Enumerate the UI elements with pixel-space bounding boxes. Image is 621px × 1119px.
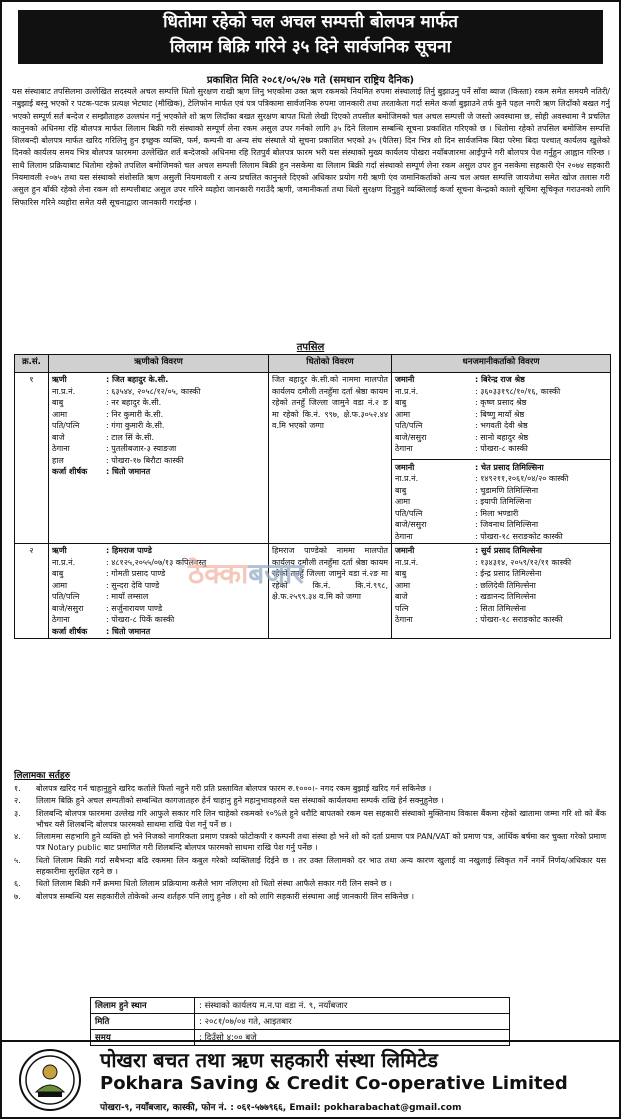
detail-line: बाबु : ईन्द्र प्रसाद तिमिल्सेना [395, 569, 542, 578]
published-date: प्रकाशित मिति २०८१/०५/२७ गते (समधान राष्ट्रिय दैनिक) [206, 75, 415, 86]
auction-row: लिलाम हुने स्थान : संस्थाको कार्यलय म.न.पा वडा नं. ९, नयाँबजार [91, 998, 510, 1014]
detail-line: ना.प्र.नं. : ३६०३३१९८/१०/१६, कास्की [395, 386, 561, 396]
detail-line: पति/पत्नि : गंगा कुमारी के.सी. [52, 421, 165, 430]
auction-row: समय : दिउँसो ४:०० बजे [91, 1030, 510, 1046]
intro-paragraph: यस संस्थाबाट तपसिलमा उल्लेखित सदस्यले अचल सम्पत्ति धितो सुरक्षण राखी ऋण लिनु भएकोमा उक्त ऋण रकमको नियमित रुपमा संस्थालाई तिर्नु बुझाउनु पर्ने साँवा ब्याज (किस्ता) रकम समेत समयमै नतिरी/नबुझाई बस्नु भएको र पटक-पटक प्रत्यक्ष भेटघाट (मौखिक), टेलिफोन मार्फत एवं पत्र पत्रिकामा सार्वजनिक रुपमा जानकारी तथा तरताकेता गर्दा समेत कर्जा बुझाउने तर्फ कुनै पहल नगरी ऋण लिदाँको बखत गर्नु भएको सम्पूर्ण सर्त बन्देज र सम्झौताहरु उल्लघंन गर्नु भएकोले शो ऋण लिदाँका बखत सुरक्षण बापत धितो लेखी दिएको तपसील बमोजिमको चल अचल सम्पत्ती जे जस्तो अवस्थामा छ, सोही अवस्थामा नै प्रचलित कानुनको अधिनमा रहि बोलपत्र मार्फत लिलाम बिक्री गरी संस्थाको सम्पूर्ण लेना रकम असुल उपर गर्नको लागि ३५ दिने लिलाम सम्बन्धि सूचना प्रकाशित गरिएको छ । धितोमा रहेको तपसिल बमोजिम सम्पत्ति शिलबन्दी बोलपत्र मार्फत खरिद गरिलिनु हुन इच्छुक व्यक्ति, फर्म, कम्पनी वा अन्य संघ संस्थाले यो सूचना प्रकाशित भएको ३५ (पैतिस) दिन भित्र शो दिन सार्वजनिक बिदा परेमा बिदा पश्चात् कार्यलय खुलेको दिनको कार्यलय समय भित्र बोलपत्र फारममा उल्लेखित शर्त बन्देजको अधिनमा रहि रितपुर्व बोलपत्र फारम भरी यस संस्थाको मुख्य कार्यलय पोखरा नयाँबजारमा आईपुग्ने गरी बोलपत्र पेश गर्नुहुन आह्वान गरिन्छ । साथै लिलाम प्रक्रियाबाट धितोमा रहेको तपशिल बमोजिमको चल अचल सम्पत्ती लिलाम बिक्री हुन नसकेमा वा लिलाम बिक्री गर्दा संस्थाको सम्पूर्ण लेना रकम असुल उपर हुन नसकेमा सहकारी ऐन २०७४ सहकारी नियमावली २०७५ तथा यस संस्थाको संशोसति ऋण असुली नियमावली र अन्य प्रचलित कानुनले दिएको अधिकार प्रयोग गरी ऋणी एंव जमानिकर्ताको अन्य चल अचल सम्पत्ति जायजेथा समेत खोज तलास गरी असुल हुन बाँकी रहेको लेना रकम शो सम्पत्तीबाट असुल उपर गरिने व्यहोरा जानकारी गराउँदै ऋणी, जमानीकर्ता तथा धितो सुरक्षण दिनुहुने व्यक्तिलाई कर्जा सूचना केन्द्रको कालो सूचिमा सूचिकृत गराउनको लागि सिफारिस गरिने व्यहोरा समेत यसै सूचनाद्वारा जानकारी गराईन्छ । [12, 87, 610, 207]
detail-line: आमा : निर कुमारी के.सी. [52, 409, 164, 419]
guarantor-details [392, 373, 611, 544]
detail-line: पति/पत्नि : मायाँ लम्साल [52, 592, 149, 601]
org-name-english: Pokhara Saving & Credit Co-operative Limited [100, 1073, 568, 1094]
detail-line: जमानी : सुर्य प्रसाद तिमिल्सेना [395, 546, 542, 555]
detail-line: पत्नि : सिता तिमिल्सेना [395, 603, 527, 613]
detail-line: आमा : बिष्णु मायाँ श्रेष्ठ [395, 409, 525, 419]
detail-line: ऋणी : जित बहादुर के.सी. [52, 375, 169, 384]
detail-line: ना.प्र.नं. : ६३५४४, २०५८/१२/०५, कास्की [52, 386, 201, 396]
header-guarantor: धनजमानीकर्ताको विवरण [392, 355, 611, 373]
loan-type: कर्जा शीर्षक : धितो जमानत [52, 626, 151, 636]
condition-item: ६. धितो लिलाम बिक्री गर्ने क्रममा धितो लिलाम प्रक्रियामा कसैले भाग नलिएमा शो धितो संस्था आफैले सकार गरी लिन सक्ने छ । [14, 879, 392, 889]
condition-item: २. लिलाम बिक्रि हुने अचल सम्पतीको सम्बन्धित कागजातहरु हेर्न चाहानु हुने महानुभावहरुले यस संस्थाको कार्यलयमा सम्पर्क राखि हेर्न सक्नुहुनेछ । [14, 796, 444, 806]
cooperative-logo-icon [18, 1048, 82, 1112]
conditions-title: लिलामका सर्तहरु [14, 771, 70, 781]
detail-line: ठेगाना : पोखरा-८ पिर्के कास्की [52, 615, 175, 624]
condition-item: ३. शिलबन्दि बोलपत्र फारममा उल्लेख गरि आफुले सकार गरि लिन चाहेको रकमको १०%ले हुने धरौटि बापतको रकम यस सहकारी संस्थाको मुक्तिनाथ विकास बैंकमा रहेको खातामा जम्मा गरि शो को बैंक भौचर यसै शिलबन्दि बोलपत्र फारमको साथमा राखि पेश गर्नु पर्ने छ । [14, 808, 606, 829]
row-sn: २ [15, 544, 49, 639]
detail-line: ठेगाना : पोखरा-१८ सराङकोट कास्की [395, 615, 563, 624]
conditions-list [14, 783, 606, 903]
detail-line: बाजे : टाल सिं के.सी. [52, 432, 155, 442]
detail-line: पति/पत्नि : मिला भण्डारी [395, 508, 519, 518]
detail-line: आमा : छलिदेवी तिमिल्सेना [395, 580, 536, 590]
detail-line: बाबु : कृष्ण प्रसाद श्रेष्ठ [395, 398, 527, 407]
detail-line: बाजे/ससुरा : सर्जुनारायण पाण्डे [52, 603, 163, 613]
detail-line: ऋणी : हिमराज पाण्डे [52, 546, 152, 555]
org-name-nepali: पोखरा बचत तथा ऋण सहकारी संस्था लिमिटेड [100, 1048, 438, 1072]
detail-line: ना.प्र.नं. : १३४३१४, २०५९/१२/११ कास्की [395, 557, 572, 567]
loan-type: कर्जा शीर्षक : धितो जमानत [52, 467, 151, 476]
auction-details-table [90, 997, 510, 1046]
header-line-2: लिलाम बिक्रि गरिने ३५ दिने सार्वजनिक सूचना [170, 37, 451, 57]
guarantor-details [392, 544, 611, 639]
table-row [15, 373, 611, 544]
table-row [15, 544, 611, 639]
notice-header [18, 10, 603, 64]
detail-line: जमानी : चेत प्रसाद तिमिल्सिना [395, 462, 544, 472]
detail-line: पति/पत्नि : भगवती देवी श्रेष्ठ [395, 421, 528, 430]
org-address: पोखरा-९, नयाँबजार, कास्की, फोन नं. : ०६१-५७७९६६, Email: pokharabachat@gmail.com [100, 1103, 462, 1113]
header-line-1: धितोमा रहेको चल अचल सम्पत्ती बोलपत्र मार्फत [163, 12, 458, 32]
detail-line: बाबु : गोमती प्रसाद पाण्डे [52, 569, 166, 578]
detail-line: बाबु : चुडामणि तिमिल्सिना [395, 485, 539, 495]
row-sn: १ [15, 373, 49, 544]
collateral-details: हिमराज पाण्डेको नाममा मालपोत कार्यलय दमौली तनहुँमा दर्ता श्रेष्ठा कायम रहेको तनहुँ जिल्ला जामुने वडा नं.२ङ मा रहेको कि.नं. कि.नं.९९८, क्षे.फ.२५९९.३४ व.मि को जग्गा [269, 544, 392, 639]
detail-line: आमा : सुन्दरा देवि पाण्डे [52, 580, 160, 590]
table-title: तपसिल [296, 342, 325, 353]
condition-item: ५. धितो लिलाम बिक्री गर्दा सबैभन्दा बढि रकममा लिन कबुल गरेको व्यक्तिलाई दिईने छ । तर उक्त लिलामको दर भाउ तथा अन्य कारण खुलाई वा नखुलाई स्विकृत गर्ने नगर्ने निर्णय/अधिकार यस सहकारीमा सुरक्षित रहने छ । [14, 855, 606, 877]
table-header-row [15, 355, 611, 373]
watermark: ठेक्काबजार [188, 557, 304, 590]
detail-line: ना.प्र.नं. : ४८१२५,२०५५/०७/१३ कपिलबस्तु [52, 557, 207, 567]
detail-line: ठेगाना : पुतलीबजार-३ स्याङजा [52, 444, 177, 453]
guarantor-block [395, 545, 607, 626]
detail-line: बाबु : नर बहादुर के.सी. [52, 398, 162, 407]
debtor-details [49, 373, 269, 544]
detail-line: जमानी : बिरेन्द्र राज श्रेष्ठ [395, 375, 525, 384]
auction-row: मिति : २०८१/०७/०४ गते, आइतबार [91, 1014, 510, 1030]
guarantor-block [395, 374, 607, 455]
header-sn: क्र.सं. [15, 355, 49, 373]
footer [2, 1040, 619, 1119]
condition-item: १. बोलपत्र खरिद गर्न चाहानुहुने खरिद कर्ताले फिर्ता नहुने गरी प्रति प्रस्तावित बोलपत्र फारम रु.१०००।- नगद रकम बुझाई खरिद गर्न सकिनेछ । [14, 784, 432, 793]
details-table [14, 354, 611, 639]
detail-line: बाजे/ससुरा : सानो बहादुर श्रेष्ठ [395, 432, 529, 442]
header-debtor: ऋणीको विवरण [49, 355, 269, 373]
detail-line: ना.प्र.नं. : १४९२११,२०६१/०४/२० कास्की [395, 474, 569, 483]
guarantor-block [392, 459, 610, 543]
detail-line: हाल : पोखरा-१७ बिरौटा कास्की [52, 455, 184, 465]
condition-item: ७. बोलपत्र सम्बन्धि यस सहकारीले तोकेको अन्य शर्तहरु पनि लागु हुनेछ । शो को लागि सहकारी संस्थामा आई जानकारी लिन सकिनेछ । [14, 891, 415, 901]
detail-line: बाजे/ससुरा : जिवनाथ तिमिल्सिना [395, 520, 539, 529]
detail-line: ठेगाना : पोखरा-८ कास्की [395, 444, 528, 453]
header-collateral: धितोको विवरण [269, 355, 392, 373]
collateral-details: जित बहादुर के.सी.को नाममा मालपोत कार्यलय दमौली तनहुँमा दर्ता श्रेष्ठा कायम रहेको तनहुँ जिल्ला जामुने वडा नं.२ ङ मा रहेको कि.नं. ९९७, क्षे.फ.३०५२.४४ व.मि भएको जग्गा [269, 373, 392, 544]
detail-line: बाजे : खडानन्द तिमिल्सेना [395, 592, 536, 601]
detail-line: आमा : इयापी तिमिल्सिना [395, 497, 532, 506]
detail-line: ठेगाना : पोखरा-१८ सराङकोट कास्की [395, 531, 563, 541]
condition-item: ४. लिलाममा सहभागि हुने व्यक्ति हो भने निजको नागरिकता प्रमाण पत्रको फोटोकपी र कम्पनी तथा संस्था हो भने शो को दर्ता प्रमाण पत्र PAN/VAT को प्रमाण पत्र, आर्थिक बर्षमा कर चुक्ता गरेको प्रमाण पत्र Notary public बाट प्रमाणित गरी शिलबन्दि बोलपत्र फारमको साथमा राखि पेश गर्नु पर्नेछ । [14, 832, 606, 853]
